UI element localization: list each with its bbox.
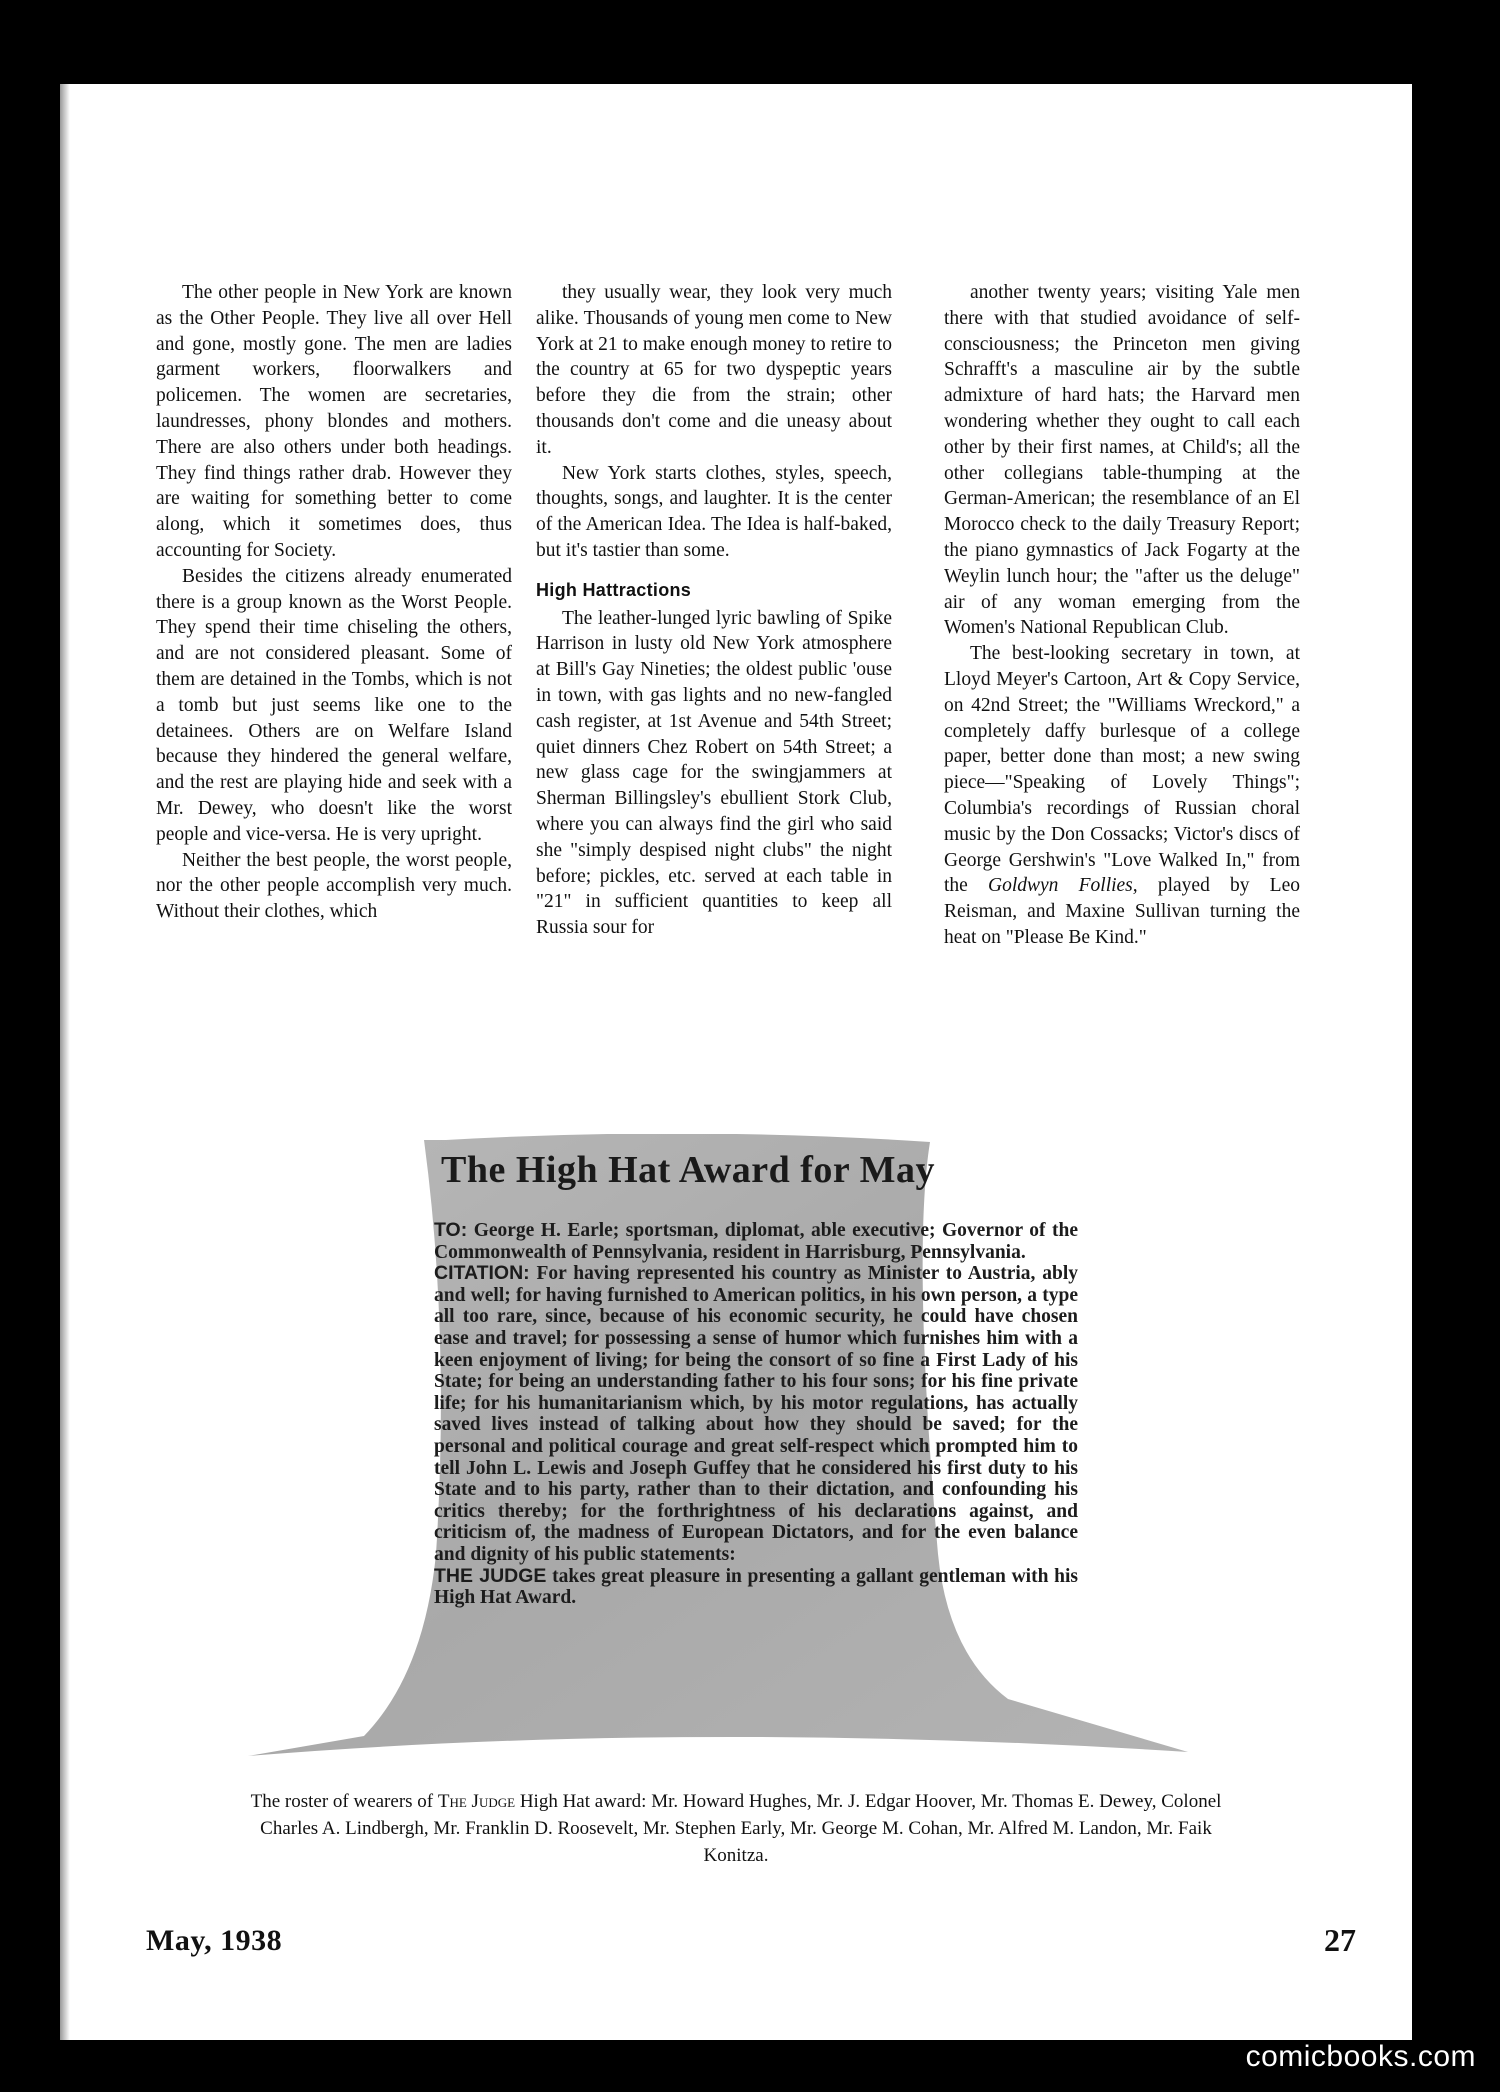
caption-text: High Hat award: Mr. Howard Hughes, Mr. J. Edgar Hoover, Mr. Thomas E. Dewey, Colonel Charles A. Lindbergh, Mr. Franklin D. Roosevelt, Mr. Stephen Early, Mr. George M. Cohan, Mr. Alfred M. Landon, Mr. Faik Konitza. [260,1791,1222,1866]
text-column-1 [156,280,512,925]
award-judge-text: takes great pleasure in presenting a gallant gentleman with his High Hat Award. [434,1565,1078,1609]
award-citation-text: For having represented his country as Minister to Austria, ably and well; for having furnished to American politics, in his own person, a type all too rare, since, because of his economic security, he could have chosen ease and travel; for possessing a sense of humor which furnishes him with a keen enjoyment of living; for being the consort of so fine a First Lady of his State; for being an understanding father to his four sons; for his fine private life; for his humanitarianism which, by his motor regulations, has actually saved lives instead of talking about how they should be saved; for the personal and political courage and great self-respect which prompted him to tell John L. Lewis and Joseph Guffey that he considered his first duty to his State and to his party, rather than to their dictation, and confounding his critics thereby; for the forthrightness of his declarations against, and criticism of, the madness of European Dictators, and for the even balance and dignity of his public statements: [434,1263,1078,1565]
page-gutter-shadow [60,84,70,2040]
paragraph-text: played by Leo Reisman, and Maxine Sullivan turning the heat on "Please Be Kind." [944,875,1301,948]
text-column-3 [944,280,1300,951]
paragraph: New York starts clothes, styles, speech, thoughts, songs, and laughter. It is the center of the American Idea. The Idea is half-baked, but it's tastier than some. [536,462,892,561]
paragraph [944,641,1300,951]
paragraph: Besides the citizens already enumerated there is a group known as the Worst People. They spend their time chiseling the others, and are not considered pleasant. Some of them are detained in the Tombs, which is not a tomb but just seems like one to the detainees. Others are on Welfare Island because they hindered the general welfare, and the rest are playing hide and seek with a Mr. Dewey, who doesn't like the worst people and vice-versa. He is very upright. [156,565,512,845]
caption-text: The roster of wearers of [250,1791,438,1812]
award-to [434,1220,1078,1263]
award-citation-label: CITATION: [434,1262,530,1285]
magazine-name: The Judge [437,1791,516,1812]
page-number: 27 [1324,1922,1356,1958]
award-box [188,1134,1188,1764]
award-text [434,1220,1078,1609]
paragraph-text: The best-looking secretary in town, at Lloyd Meyer's Cartoon, Art & Copy Service, on 42nd Street; the "Williams Wreckord," a completely daffy burlesque of a college paper, better done than most; a new swing piece—"Speaking of Lovely Things"; Columbia's recordings of Russian choral music by the Don Cossacks; Victor's discs of George Gershwin's "Love Walked In," from the [944,643,1300,897]
paragraph: Neither the best people, the worst people, nor the other people accomplish very much. Without their clothes, which [156,849,512,923]
magazine-page [60,84,1412,2040]
paragraph: The leather-lunged lyric bawling of Spike Harrison in lusty old New York atmosphere at Bill's Gay Nineties; the oldest public 'ouse in town, with gas lights and no new-fangled cash register, at 1st Avenue and 54th Street; quiet dinners Chez Robert on 54th Street; a new glass cage for the swingjammers at Sherman Billingsley's ebullient Stork Club, where you can always find the girl who said she "simply despised night clubs" the night before; pickles, etc. served at each table in "21" in sufficient quantities to keep all Russia sour for [536,607,892,939]
italic-title: Goldwyn Follies, [988,875,1138,897]
issue-date: May, 1938 [146,1924,283,1957]
paragraph: another twenty years; visiting Yale men there with that studied avoidance of self-consciousness; the Princeton men giving Schrafft's a masculine air by the subtle admixture of hard hats; the Harvard men wondering whether they ought to call each other by their first names, at Child's; all the other collegians table-thumping at the German-American; the resemblance of an El Morocco check to the daily Treasury Report; the piano gymnastics of Jack Fogarty at the Weylin lunch hour; the "after us the deluge" air of any woman emerging from the Women's National Republican Club. [944,282,1300,639]
watermark: comicbooks.com [1245,2040,1476,2073]
award-judge-label: THE JUDGE [434,1564,547,1587]
award-title: The High Hat Award for May [441,1149,935,1191]
award-judge [434,1566,1078,1609]
paragraph: they usually wear, they look very much alike. Thousands of young men come to New York at 21 to make enough money to retire to the country at 65 for two dyspeptic years before they die from the strain; other thousands don't come and die uneasy about it. [536,282,892,458]
award-to-label: TO: [434,1219,468,1241]
award-citation [434,1263,1078,1565]
text-column-2 [536,280,892,941]
section-heading: High Hattractions [536,579,692,600]
award-to-text: George H. Earle; sportsman, diplomat, able executive; Governor of the Commonwealth of Pennsylvania, resident in Harrisburg, Pennsylvania. [434,1220,1078,1263]
award-caption [60,1788,1412,1869]
paragraph: The other people in New York are known as the Other People. They live all over Hell and gone, mostly gone. The men are ladies garment workers, floorwalkers and policemen. The women are secretaries, laundresses, phony blondes and mothers. There are also others under both headings. They find things rather drab. However they are waiting for something better to come along, which it sometimes does, thus accounting for Society. [156,282,512,561]
